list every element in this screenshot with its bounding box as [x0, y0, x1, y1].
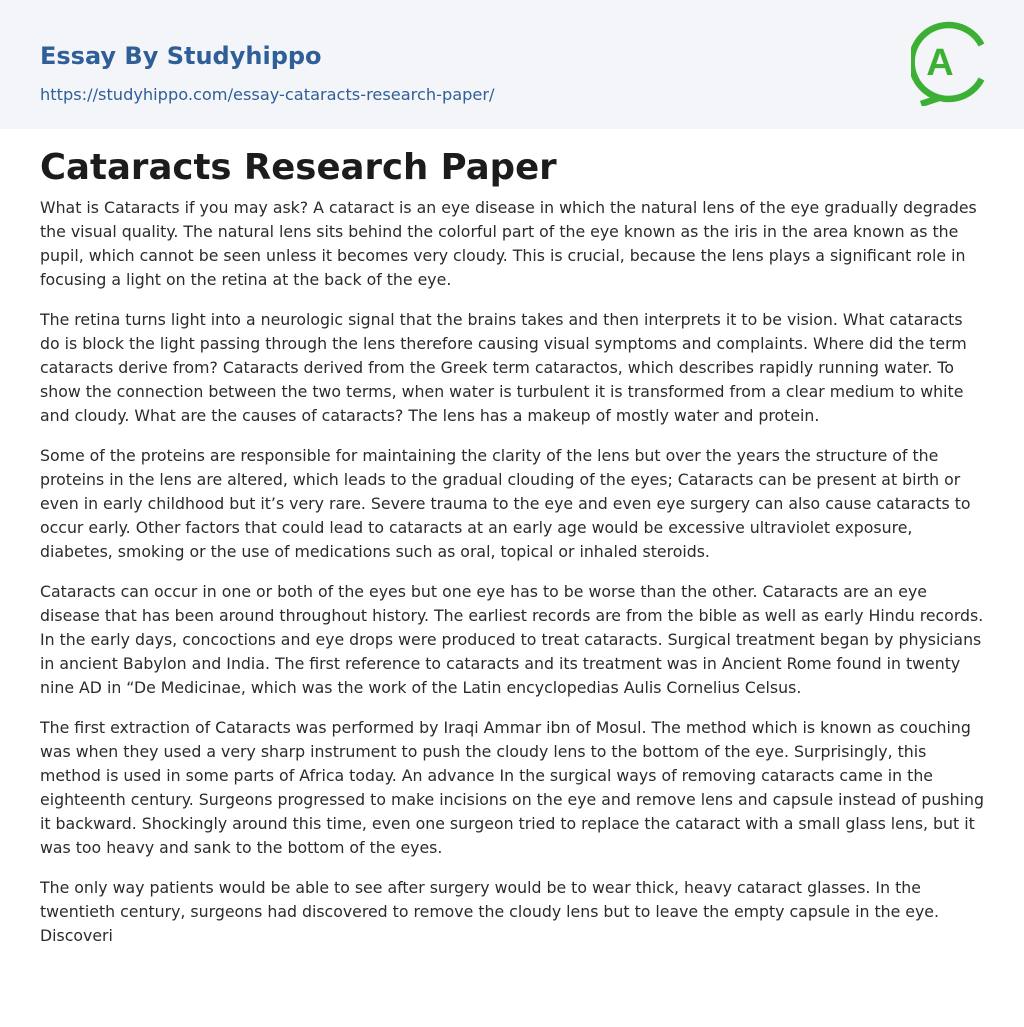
essay-paragraph: The first extraction of Cataracts was performed by Iraqi Ammar ibn of Mosul. The method which is known as couching was when they used a very sharp instrument to push the cloudy lens to the bottom of the eye. Surprisingly, this method is used in some parts of Africa today. An advance In the surgical ways of removing cataracts came in the eighteenth century. Surgeons progressed to make incisions on the eye and remove lens and capsule instead of pushing it backward. Shockingly around this time, even one surgeon tried to replace the cataract with a small glass lens, but it was too heavy and sank to the bottom of the eyes. [40, 718, 984, 857]
essay-paragraph: The only way patients would be able to see after surgery would be to wear thick, heavy cataract glasses. In the twentieth century, surgeons had discovered to remove the cloudy lens but to leave the empty capsule in the eye. Discoveri [40, 878, 940, 945]
essay-title: Cataracts Research Paper [40, 147, 557, 188]
essay-paragraph: Some of the proteins are responsible for maintaining the clarity of the lens but over the years the structure of the proteins in the lens are altered, which leads to the gradual clouding of the eyes; Cataracts can be present at birth or even in early childhood but it’s very rare. Severe trauma to the eye and even eye surgery can also cause cataracts to occur early. Other factors that could lead to cataracts at an early age would be excessive ultraviolet exposure, diabetes, smoking or the use of medications such as oral, topical or inhaled steroids. [40, 446, 971, 561]
studyhippo-logo-icon[interactable] [911, 18, 987, 106]
essay-content [40, 140, 986, 964]
site-header [0, 0, 1024, 129]
essay-paragraph: The retina turns light into a neurologic signal that the brains takes and then interprets it to be vision. What cataracts do is block the light passing through the lens therefore causing visual symptoms and complaints. Where did the term cataracts derive from? Cataracts derived from the Greek term cataractos, which describes rapidly running water. To show the connection between the two terms, when water is turbulent it is transformed from a clear medium to white and cloudy. What are the causes of cataracts? The lens has a makeup of mostly water and protein. [40, 310, 967, 425]
logo-letter: A [926, 42, 954, 84]
essay-paragraph: What is Cataracts if you may ask? A cataract is an eye disease in which the natural lens of the eye gradually degrades the visual quality. The natural lens sits behind the colorful part of the eye known as the iris in the area known as the pupil, which cannot be seen unless it becomes very cloudy. This is crucial, because the lens plays a significant role in focusing a light on the retina at the back of the eye. [40, 198, 977, 289]
page-url-link[interactable]: https://studyhippo.com/essay-cataracts-research-paper/ [40, 85, 495, 104]
essay-paragraph: Cataracts can occur in one or both of the eyes but one eye has to be worse than the other. Cataracts are an eye disease that has been around throughout history. The earliest records are from the bible as well as early Hindu records. In the early days, concoctions and eye drops were produced to treat cataracts. Surgical treatment began by physicians in ancient Babylon and India. The first reference to cataracts and its treatment was in Ancient Rome found in twenty nine AD in “De Medicinae, which was the work of the Latin encyclopedias Aulis Cornelius Celsus. [40, 582, 984, 697]
site-brand[interactable]: Essay By Studyhippo [40, 42, 322, 70]
